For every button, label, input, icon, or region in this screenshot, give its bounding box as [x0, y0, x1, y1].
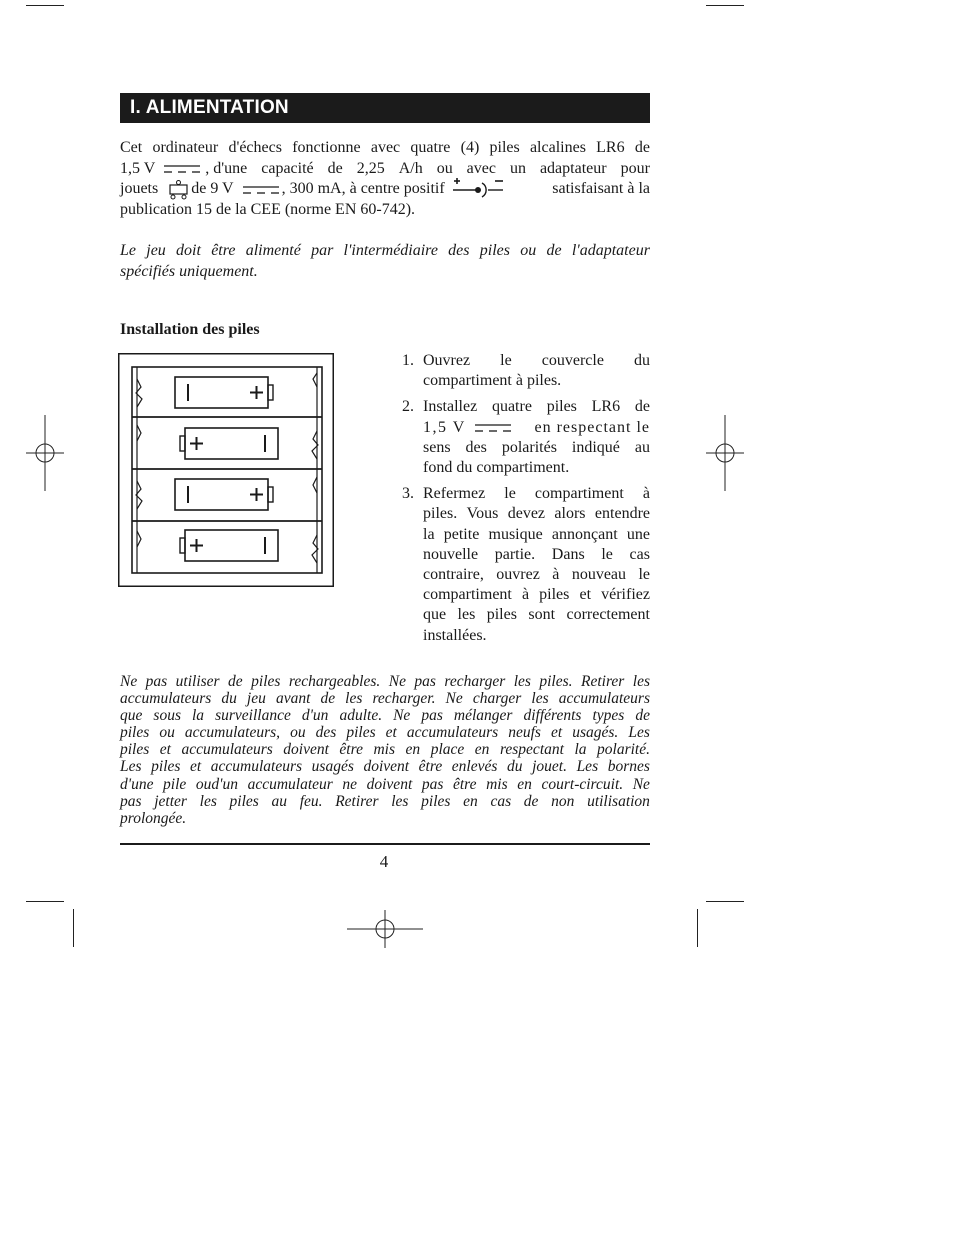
word: le — [500, 352, 512, 369]
word: du — [507, 758, 523, 776]
word: usagés. — [572, 724, 619, 742]
word: piles — [489, 139, 520, 156]
page-number: 4 — [379, 852, 389, 871]
word: charger — [472, 690, 522, 708]
word: accumulateurs — [210, 758, 303, 776]
intro-voltage-1: 1,5 V — [120, 159, 156, 177]
word: jetter — [154, 792, 187, 810]
word: Le — [120, 242, 136, 259]
word: la — [423, 525, 435, 543]
word: de — [320, 690, 336, 708]
word: Ne — [388, 673, 406, 690]
justified-line — [423, 351, 650, 371]
step-line: installées. — [423, 626, 487, 644]
word: au — [271, 792, 288, 810]
word: pas — [421, 775, 444, 793]
word: nouvelle — [423, 545, 479, 563]
word: pas — [120, 792, 142, 810]
word: de — [634, 398, 650, 416]
word: piles — [346, 724, 376, 742]
word: être — [211, 242, 236, 259]
word: doivent — [363, 758, 410, 776]
word: au — [634, 438, 650, 456]
word: indiqué — [571, 438, 620, 456]
word: Les — [576, 758, 599, 776]
word: types — [592, 707, 625, 725]
word: l'adaptateur — [571, 242, 650, 259]
word: compartiment — [534, 485, 624, 503]
word: avec — [370, 139, 401, 156]
word: utilisation — [587, 792, 650, 810]
word: et — [385, 724, 397, 742]
intro-satisfaisant: satisfaisant à la — [552, 180, 650, 197]
word: A/h — [398, 159, 423, 177]
word: le — [601, 545, 613, 563]
word: (4) — [460, 139, 480, 156]
crop-mark-top-left — [26, 5, 64, 6]
word: ou — [520, 242, 537, 259]
step-2-respect: en respectant le — [534, 418, 650, 436]
justified-line — [423, 504, 650, 524]
word: être — [418, 758, 443, 776]
dc-voltage-icon — [163, 162, 203, 176]
word: doit — [176, 242, 201, 259]
usage-note-line-1 — [120, 241, 650, 262]
word: être — [339, 741, 363, 759]
step-line: compartiment à piles. — [423, 372, 562, 390]
word: devez — [507, 505, 546, 523]
word: mis — [373, 741, 396, 759]
word: en — [474, 741, 490, 759]
word: piles — [479, 242, 510, 259]
word: Cet — [120, 139, 143, 156]
word: de — [635, 707, 650, 725]
word: jeu — [146, 242, 166, 259]
word: Les — [628, 724, 650, 742]
word: vérifiez — [601, 586, 650, 604]
word: les — [513, 673, 531, 690]
toy-transformer-icon — [168, 180, 190, 200]
word: ou — [159, 724, 175, 742]
word: piles — [486, 606, 517, 624]
word: de — [228, 673, 243, 690]
word: pas — [145, 673, 168, 690]
word: pas — [421, 707, 443, 725]
word: Installez — [423, 398, 478, 416]
justified-line — [120, 741, 650, 758]
step-line — [423, 397, 650, 417]
word: feu. — [299, 792, 323, 810]
word: jouet. — [532, 758, 567, 776]
justified-line — [120, 793, 650, 810]
step-1 — [402, 351, 650, 391]
word: sens — [423, 438, 451, 456]
word: le — [504, 485, 516, 503]
word: Ouvrez — [423, 352, 471, 369]
justified-line — [423, 525, 650, 545]
word: alimenté — [245, 242, 301, 259]
word: LR6 — [591, 398, 621, 416]
word: par — [311, 242, 334, 259]
word: avec — [466, 159, 496, 177]
word: ou — [436, 159, 453, 177]
word: pile — [163, 775, 187, 793]
crop-mark-bottom-right-v — [697, 909, 698, 947]
word: non — [551, 792, 575, 810]
word: polarité. — [597, 741, 650, 759]
word: partie. — [494, 545, 536, 563]
word: de — [546, 242, 562, 259]
word: piles — [120, 741, 150, 759]
word: mis — [486, 775, 508, 793]
word: et — [190, 758, 202, 776]
word: les — [457, 606, 476, 624]
intro-line-1 — [120, 138, 650, 159]
justified-line — [120, 724, 650, 741]
warning-line: prolongée. — [120, 809, 187, 827]
word: des — [465, 438, 487, 456]
word: petite — [443, 525, 480, 543]
word: piles — [229, 792, 259, 810]
word: les — [199, 792, 217, 810]
justified-line — [423, 484, 650, 504]
word: adaptateur — [539, 159, 607, 177]
step-line: fond du compartiment. — [423, 459, 570, 477]
word: Retirer — [335, 792, 379, 810]
justified-line — [120, 776, 650, 793]
word: piles — [251, 673, 281, 690]
word: polarités — [501, 438, 557, 456]
word: le — [638, 566, 650, 584]
word: Ne — [120, 673, 138, 690]
word: sous — [153, 707, 181, 725]
word: accumulateurs — [406, 724, 499, 742]
word: adulte. — [339, 707, 383, 725]
word: la — [192, 707, 205, 725]
justified-line — [120, 690, 650, 707]
word: quatre — [410, 139, 451, 156]
word: en — [517, 775, 532, 793]
word: compartiment — [423, 586, 512, 604]
word: en — [405, 741, 421, 759]
word: piles — [546, 398, 577, 416]
crop-mark-bottom-right-h — [706, 901, 744, 902]
footer-rule — [120, 843, 650, 845]
word: annonçant — [551, 525, 618, 543]
word: court-circuit. — [541, 775, 624, 793]
intro-300ma: , 300 mA, à centre positif — [281, 180, 445, 197]
word: Ne — [393, 707, 411, 725]
word: respectant — [499, 741, 564, 759]
word: cas — [490, 792, 512, 810]
word: doivent — [366, 775, 413, 793]
word: accumulateurs — [558, 690, 650, 708]
crop-mark-top-right — [706, 5, 744, 6]
step-number: 3. — [402, 485, 414, 503]
word: différents — [523, 707, 582, 725]
center-positive-polarity-icon — [451, 176, 507, 200]
word: enlevés — [451, 758, 498, 776]
installation-title: Installation des piles — [120, 321, 260, 338]
usage-note-line-2: spécifiés uniquement. — [120, 262, 258, 280]
crop-mark-bottom-left-h — [26, 901, 64, 902]
word: du — [633, 352, 650, 369]
word: recharger — [444, 673, 506, 690]
word: cas — [629, 545, 650, 563]
usage-note — [120, 241, 650, 282]
word: la — [574, 741, 587, 759]
word: des — [448, 242, 470, 259]
word: alors — [554, 505, 586, 523]
word: contraire, — [423, 566, 484, 584]
intro-publication: publication 15 de la CEE (norme EN 60-742). — [120, 200, 416, 218]
word: , d'une — [205, 159, 248, 177]
word: fonctionne — [292, 139, 361, 156]
word: les — [391, 792, 409, 810]
word: Ne — [632, 775, 650, 793]
justified-line — [423, 565, 650, 585]
step-3 — [402, 484, 650, 646]
dc-voltage-icon — [474, 421, 514, 435]
word: correctement — [566, 606, 650, 624]
justified-line — [120, 707, 650, 724]
registration-mark-bottom — [347, 910, 423, 948]
word: ordinateur — [152, 139, 219, 156]
word: de — [634, 139, 650, 156]
word: capacité — [261, 159, 314, 177]
word: rechargeables. — [288, 673, 381, 690]
word: 2,25 — [356, 159, 385, 177]
word: du — [221, 690, 237, 708]
word: piles. — [539, 673, 573, 690]
justified-line — [423, 605, 650, 625]
word: piles — [421, 792, 451, 810]
word: piles — [151, 758, 181, 776]
word: de — [327, 159, 343, 177]
word: musique — [488, 525, 543, 543]
word: recharger. — [372, 690, 436, 708]
installation-steps — [402, 351, 650, 652]
word: pas — [414, 673, 436, 690]
word: Refermez — [423, 485, 486, 503]
word: sont — [528, 606, 556, 624]
word: des — [315, 724, 337, 742]
word: alcalines — [529, 139, 586, 156]
word: d'une — [120, 775, 154, 793]
word: mélanger — [453, 707, 513, 725]
word: entendre — [594, 505, 650, 523]
word: et — [550, 724, 563, 742]
word: d'un — [301, 707, 329, 725]
battery-compartment-illustration — [118, 353, 334, 587]
word: bornes — [607, 758, 650, 776]
word: usagés — [311, 758, 354, 776]
word: un — [509, 159, 526, 177]
word: être — [452, 775, 477, 793]
word: à — [521, 586, 530, 604]
word: jeu — [246, 690, 266, 708]
justified-line — [120, 758, 650, 775]
step-line — [423, 438, 650, 458]
word: à — [642, 485, 650, 503]
word: accumulateurs — [120, 690, 212, 708]
word: surveillance — [215, 707, 291, 725]
word: et — [579, 586, 592, 604]
word: LR6 — [596, 139, 625, 156]
step-2 — [402, 397, 650, 478]
word: les — [632, 673, 650, 690]
word: couvercle — [541, 352, 604, 369]
intro-line-3 — [120, 179, 650, 200]
word: quatre — [491, 398, 532, 416]
intro-jouets: jouets — [120, 180, 159, 197]
word: Ne — [445, 690, 463, 708]
word: avant — [275, 690, 311, 708]
word: doivent — [283, 741, 329, 759]
section-title: I. ALIMENTATION — [130, 97, 289, 118]
word: place — [430, 741, 465, 759]
intro-line-4 — [120, 200, 650, 221]
justified-line — [423, 545, 650, 565]
word: d'échecs — [228, 139, 282, 156]
step-number: 1. — [402, 352, 414, 369]
word: pour — [620, 159, 650, 177]
word: les — [531, 690, 549, 708]
word: de — [523, 792, 539, 810]
word: accumulateurs, — [184, 724, 281, 742]
word: piles — [539, 586, 570, 604]
section-header — [120, 93, 650, 123]
intro-9v: de 9 V — [191, 180, 234, 197]
justified-line — [120, 673, 650, 690]
word: Retirer — [580, 673, 625, 690]
crop-mark-bottom-left-v — [73, 909, 74, 947]
word: accumulateurs — [181, 741, 273, 759]
dc-voltage-icon — [242, 183, 282, 197]
word: ouvrez — [496, 566, 540, 584]
word: neufs — [508, 724, 541, 742]
word: oud'un — [195, 775, 238, 793]
battery-warning — [120, 673, 650, 827]
word: Dans — [551, 545, 585, 563]
word: piles — [120, 724, 150, 742]
word: l'intermédiaire — [343, 242, 438, 259]
word: que — [120, 707, 143, 725]
justified-line — [423, 585, 650, 605]
word: utiliser — [175, 673, 220, 690]
word: piles. — [423, 505, 458, 523]
word: les — [345, 690, 363, 708]
step-line — [423, 418, 650, 438]
word: ou — [290, 724, 306, 742]
word: ne — [342, 775, 358, 793]
word: Les — [120, 758, 142, 776]
step-number: 2. — [402, 398, 414, 416]
word: Vous — [466, 505, 499, 523]
intro-paragraph — [120, 138, 650, 220]
word: en — [463, 792, 478, 810]
word: que — [423, 606, 447, 624]
word: nouveau — [571, 566, 627, 584]
step-2-voltage: 1,5 V — [423, 418, 466, 436]
registration-mark-left — [26, 415, 64, 491]
registration-mark-right — [706, 415, 744, 491]
word: accumulateur — [247, 775, 333, 793]
word: et — [159, 741, 171, 759]
word: une — [626, 525, 650, 543]
word: à — [552, 566, 560, 584]
